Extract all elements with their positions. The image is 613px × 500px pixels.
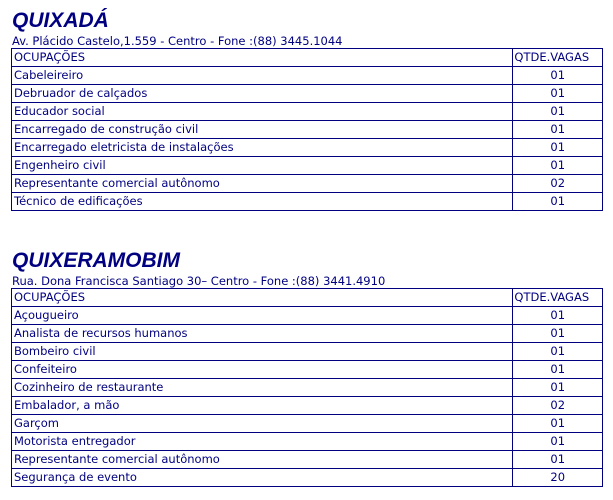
city-address: Rua. Dona Francisca Santiago 30– Centro - Fone :(88) 3441.4910	[12, 274, 386, 288]
occupation-cell: Representante comercial autônomo	[12, 451, 513, 469]
table-row	[12, 139, 603, 157]
vacancies-cell: 01	[513, 361, 603, 379]
occupation-cell: Encarregado eletricista de instalações	[12, 139, 513, 157]
occupation-cell: Educador social	[12, 103, 513, 121]
occupation-cell: Segurança de evento	[12, 469, 513, 487]
occupation-cell: Garçom	[12, 415, 513, 433]
table-row	[12, 415, 603, 433]
table-row	[12, 397, 603, 415]
occupation-cell: Debruador de calçados	[12, 85, 513, 103]
table-row	[12, 85, 603, 103]
table-row	[12, 361, 603, 379]
header-vacancies: QTDE.VAGAS	[513, 289, 603, 307]
table-row	[12, 343, 603, 361]
table-header-row	[12, 49, 603, 67]
table-row	[12, 121, 603, 139]
header-vacancies: QTDE.VAGAS	[513, 49, 603, 67]
vacancies-cell: 01	[513, 67, 603, 85]
occupation-cell: Embalador, a mão	[12, 397, 513, 415]
table-row	[12, 175, 603, 193]
city-section-quixada	[11, 8, 603, 211]
occupation-cell: Motorista entregador	[12, 433, 513, 451]
table-row	[12, 451, 603, 469]
vacancies-cell: 01	[513, 325, 603, 343]
table-row	[12, 307, 603, 325]
vacancies-cell: 01	[513, 103, 603, 121]
table-header-row	[12, 289, 603, 307]
occupation-cell: Açougueiro	[12, 307, 513, 325]
vacancies-cell: 01	[513, 157, 603, 175]
city-title: QUIXERAMOBIM	[12, 249, 180, 272]
occupation-cell: Cabeleireiro	[12, 67, 513, 85]
vacancies-cell: 01	[513, 85, 603, 103]
jobs-table	[11, 48, 603, 211]
occupation-cell: Cozinheiro de restaurante	[12, 379, 513, 397]
table-row	[12, 157, 603, 175]
table-row	[12, 469, 603, 487]
vacancies-cell: 02	[513, 175, 603, 193]
occupation-cell: Técnico de edificações	[12, 193, 513, 211]
table-row	[12, 433, 603, 451]
vacancies-cell: 01	[513, 379, 603, 397]
vacancies-cell: 20	[513, 469, 603, 487]
header-occupations: OCUPAÇÕES	[12, 49, 513, 67]
header-occupations: OCUPAÇÕES	[12, 289, 513, 307]
table-row	[12, 67, 603, 85]
vacancies-cell: 02	[513, 397, 603, 415]
vacancies-cell: 01	[513, 121, 603, 139]
city-title: QUIXADÁ	[12, 9, 109, 32]
occupation-cell: Representante comercial autônomo	[12, 175, 513, 193]
vacancies-cell: 01	[513, 139, 603, 157]
occupation-cell: Analista de recursos humanos	[12, 325, 513, 343]
occupation-cell: Confeiteiro	[12, 361, 513, 379]
vacancies-cell: 01	[513, 451, 603, 469]
vacancies-cell: 01	[513, 433, 603, 451]
occupation-cell: Bombeiro civil	[12, 343, 513, 361]
table-row	[12, 379, 603, 397]
city-section-quixeramobim	[11, 248, 603, 487]
table-row	[12, 325, 603, 343]
vacancies-cell: 01	[513, 415, 603, 433]
occupation-cell: Encarregado de construção civil	[12, 121, 513, 139]
vacancies-cell: 01	[513, 343, 603, 361]
vacancies-cell: 01	[513, 307, 603, 325]
table-row	[12, 193, 603, 211]
city-address: Av. Plácido Castelo,1.559 - Centro - Fone :(88) 3445.1044	[12, 34, 343, 48]
table-row	[12, 103, 603, 121]
occupation-cell: Engenheiro civil	[12, 157, 513, 175]
vacancies-cell: 01	[513, 193, 603, 211]
jobs-table	[11, 288, 603, 487]
